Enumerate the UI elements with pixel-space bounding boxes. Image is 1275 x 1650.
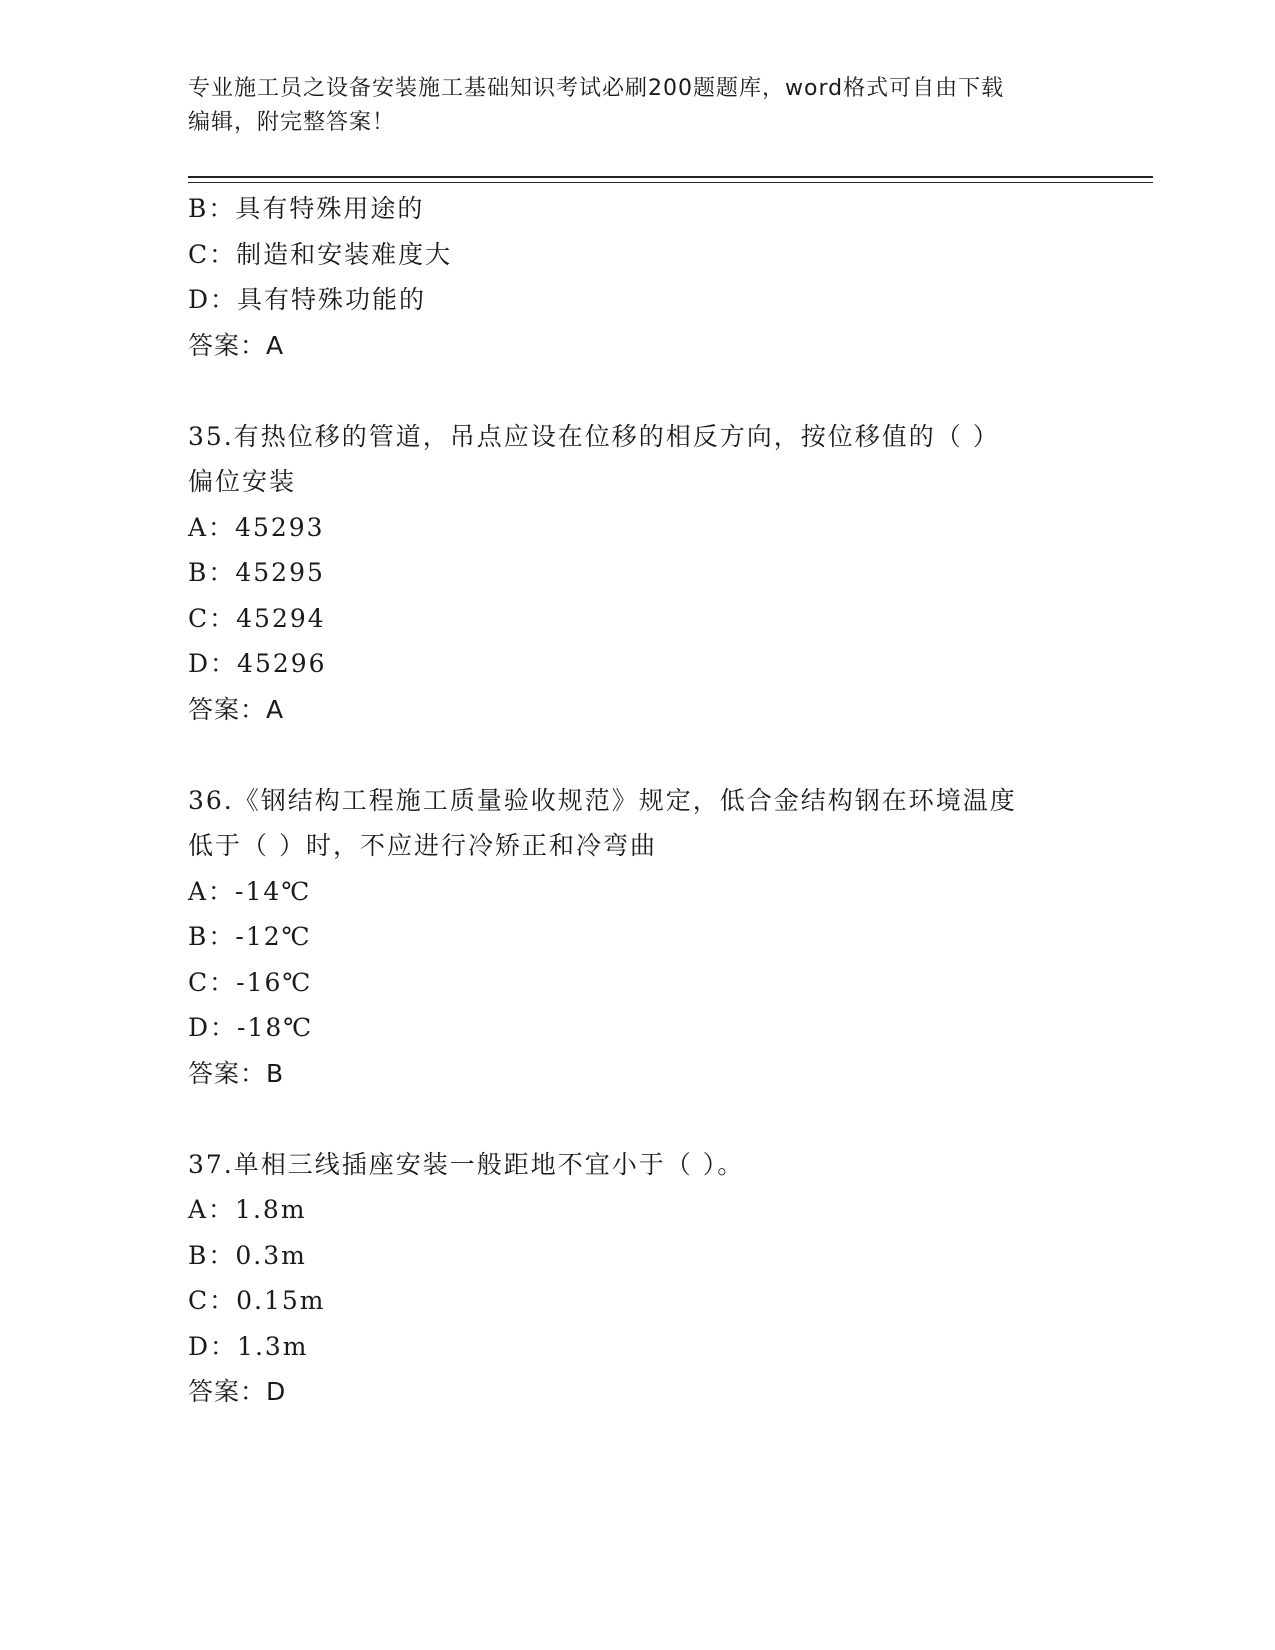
option-d: D：具有特殊功能的 [188, 285, 427, 314]
header-title-line-1: 专业施工员之设备安装施工基础知识考试必刷200题题库，word格式可自由下载 [188, 76, 1005, 101]
option-c: C：制造和安装难度大 [188, 239, 453, 269]
answer-line: 答案：B [188, 1058, 285, 1088]
option-d: D：-18℃ [188, 1013, 314, 1042]
question-stem-continued: 低于（ ）时，不应进行冷矫正和冷弯曲 [188, 831, 657, 860]
option-d: D：45296 [188, 649, 327, 678]
option-b: B：45295 [188, 558, 325, 587]
option-c: C：-16℃ [188, 967, 313, 997]
option-a: A：1.8m [188, 1195, 307, 1224]
spacer [188, 1096, 1088, 1142]
option-c: C：0.15m [188, 1286, 326, 1315]
answer-line: 答案：D [188, 1377, 287, 1406]
header-title-line-2: 编辑，附完整答案！ [188, 110, 396, 135]
header-divider-thin [188, 182, 1153, 183]
question-block-36 [188, 778, 1088, 1097]
question-block-35 [188, 414, 1088, 733]
question-stem: 37.单相三线插座安装一般距地不宜小于（ ）。 [188, 1149, 745, 1179]
spacer [188, 732, 1088, 778]
option-a: A：-14℃ [188, 876, 312, 906]
option-d: D：1.3m [188, 1331, 309, 1361]
option-c: C：45294 [188, 603, 326, 633]
question-stem: 35.有热位移的管道，吊点应设在位移的相反方向，按位移值的（ ） [188, 421, 1000, 451]
document-header [188, 72, 1068, 140]
option-b: B：具有特殊用途的 [188, 194, 425, 223]
question-stem: 36.《钢结构工程施工质量验收规范》规定，低合金结构钢在环境温度 [188, 785, 1017, 815]
question-stem-continued: 偏位安装 [188, 467, 297, 496]
question-block-37 [188, 1142, 1088, 1415]
question-list [188, 186, 1088, 1415]
header-divider-thick [188, 176, 1153, 178]
option-b: B：-12℃ [188, 922, 312, 951]
answer-line: 答案：A [188, 330, 285, 360]
answer-line: 答案：A [188, 694, 285, 724]
option-b: B：0.3m [188, 1240, 307, 1270]
question-block-34 [188, 186, 1088, 368]
option-a: A：45293 [188, 512, 325, 542]
spacer [188, 368, 1088, 414]
